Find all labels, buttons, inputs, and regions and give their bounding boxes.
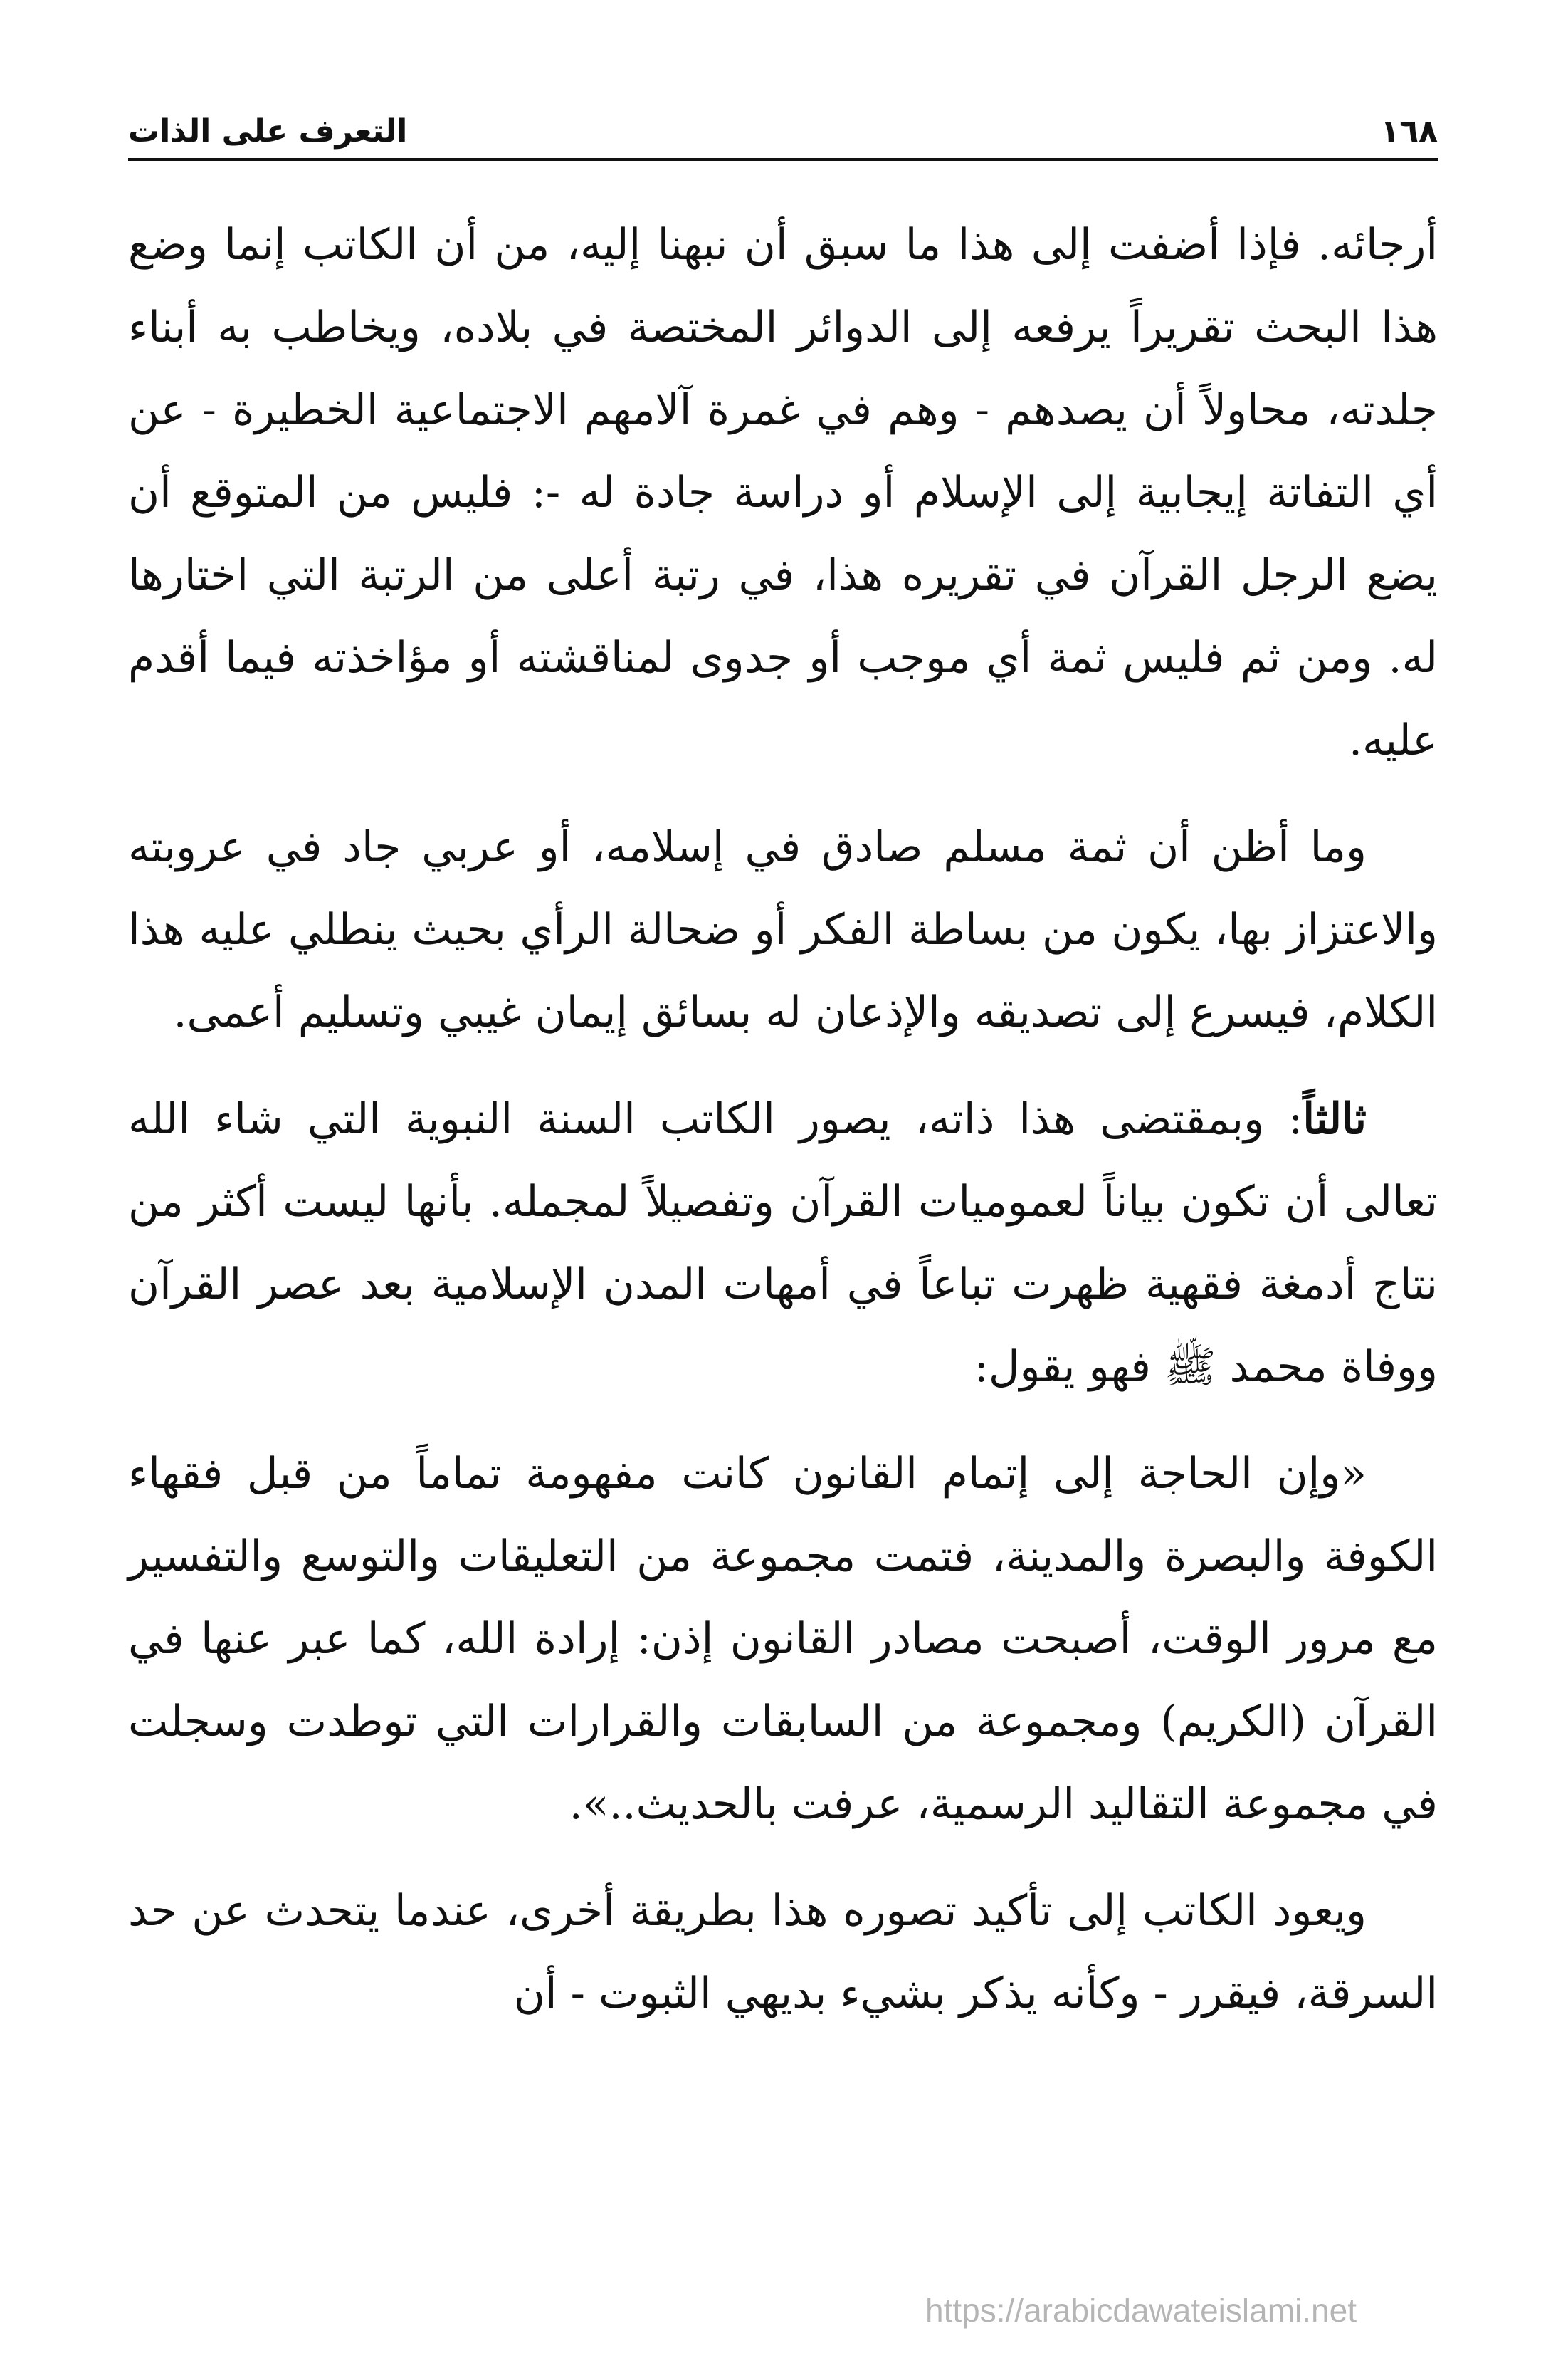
paragraph [128, 1078, 1438, 1408]
paragraph-text: ويعود الكاتب إلى تأكيد تصوره هذا بطريقة أخرى، عندما يتحدث عن حد السرقة، فيقرر - وكأنه يذكر بشيء بديهي الثبوت - أن [128, 1886, 1438, 2018]
page-number: ١٦٨ [1380, 113, 1438, 150]
paragraph-text: أرجائه. فإذا أضفت إلى هذا ما سبق أن نبهنا إليه، من أن الكاتب إنما وضع هذا البحث تقريراً يرفعه إلى الدوائر المختصة في بلاده، ويخاطب به أبناء جلدته، محاولاً أن يصدهم - وهم في غمرة آلامهم الاجتماعية الخطيرة - عن أي التفاتة إيجابية إلى الإسلام أو دراسة جادة له -: فليس من المتوقع أن يضع الرجل القرآن في تقريره هذا، في رتبة أعلى من الرتبة التي اختارها له. ومن ثم فليس ثمة أي موجب أو جدوى لمناقشته أو مؤاخذته فيما أقدم عليه. [128, 220, 1438, 765]
book-page [128, 85, 1438, 2307]
paragraph-text: : وبمقتضى هذا ذاته، يصور الكاتب السنة النبوية التي شاء الله تعالى أن تكون بياناً لعموميات القرآن وتفصيلاً لمجمله. بأنها ليست أكثر من نتاج أدمغة فقهية ظهرت تباعاً في أمهات المدن الإسلامية بعد عصر القرآن ووفاة محمد ﷺ فهو يقول: [128, 1094, 1438, 1392]
watermark-url: https://arabicdawateislami.net [925, 2292, 1357, 2329]
running-header [128, 85, 1438, 161]
running-title: التعرف على الذات [128, 113, 408, 150]
paragraph-text: وما أظن أن ثمة مسلم صادق في إسلامه، أو عربي جاد في عروبته والاعتزاز بها، يكون من بساطة الفكر أو ضحالة الرأي بحيث ينطلي عليه هذا الكلام، فيسرع إلى تصديقه والإذعان له بسائق إيمان غيبي وتسليم أعمى. [128, 822, 1438, 1037]
paragraph [128, 1870, 1438, 2035]
quotation-paragraph [128, 1432, 1438, 1845]
paragraph-text: «وإن الحاجة إلى إتمام القانون كانت مفهومة تماماً من قبل فقهاء الكوفة والبصرة والمدينة، فتمت مجموعة من التعليقات والتوسع والتفسير مع مرور الوقت، أصبحت مصادر القانون إذن: إرادة الله، كما عبر عنها في القرآن (الكريم) ومجموعة من السابقات والقرارات التي توطدت وسجلت في مجموعة التقاليد الرسمية، عرفت بالحديث..». [128, 1449, 1438, 1829]
paragraph [128, 806, 1438, 1054]
paragraph-lead-word: ثالثاً [1303, 1094, 1367, 1144]
paragraph [128, 204, 1438, 782]
page-body [128, 204, 1438, 2035]
